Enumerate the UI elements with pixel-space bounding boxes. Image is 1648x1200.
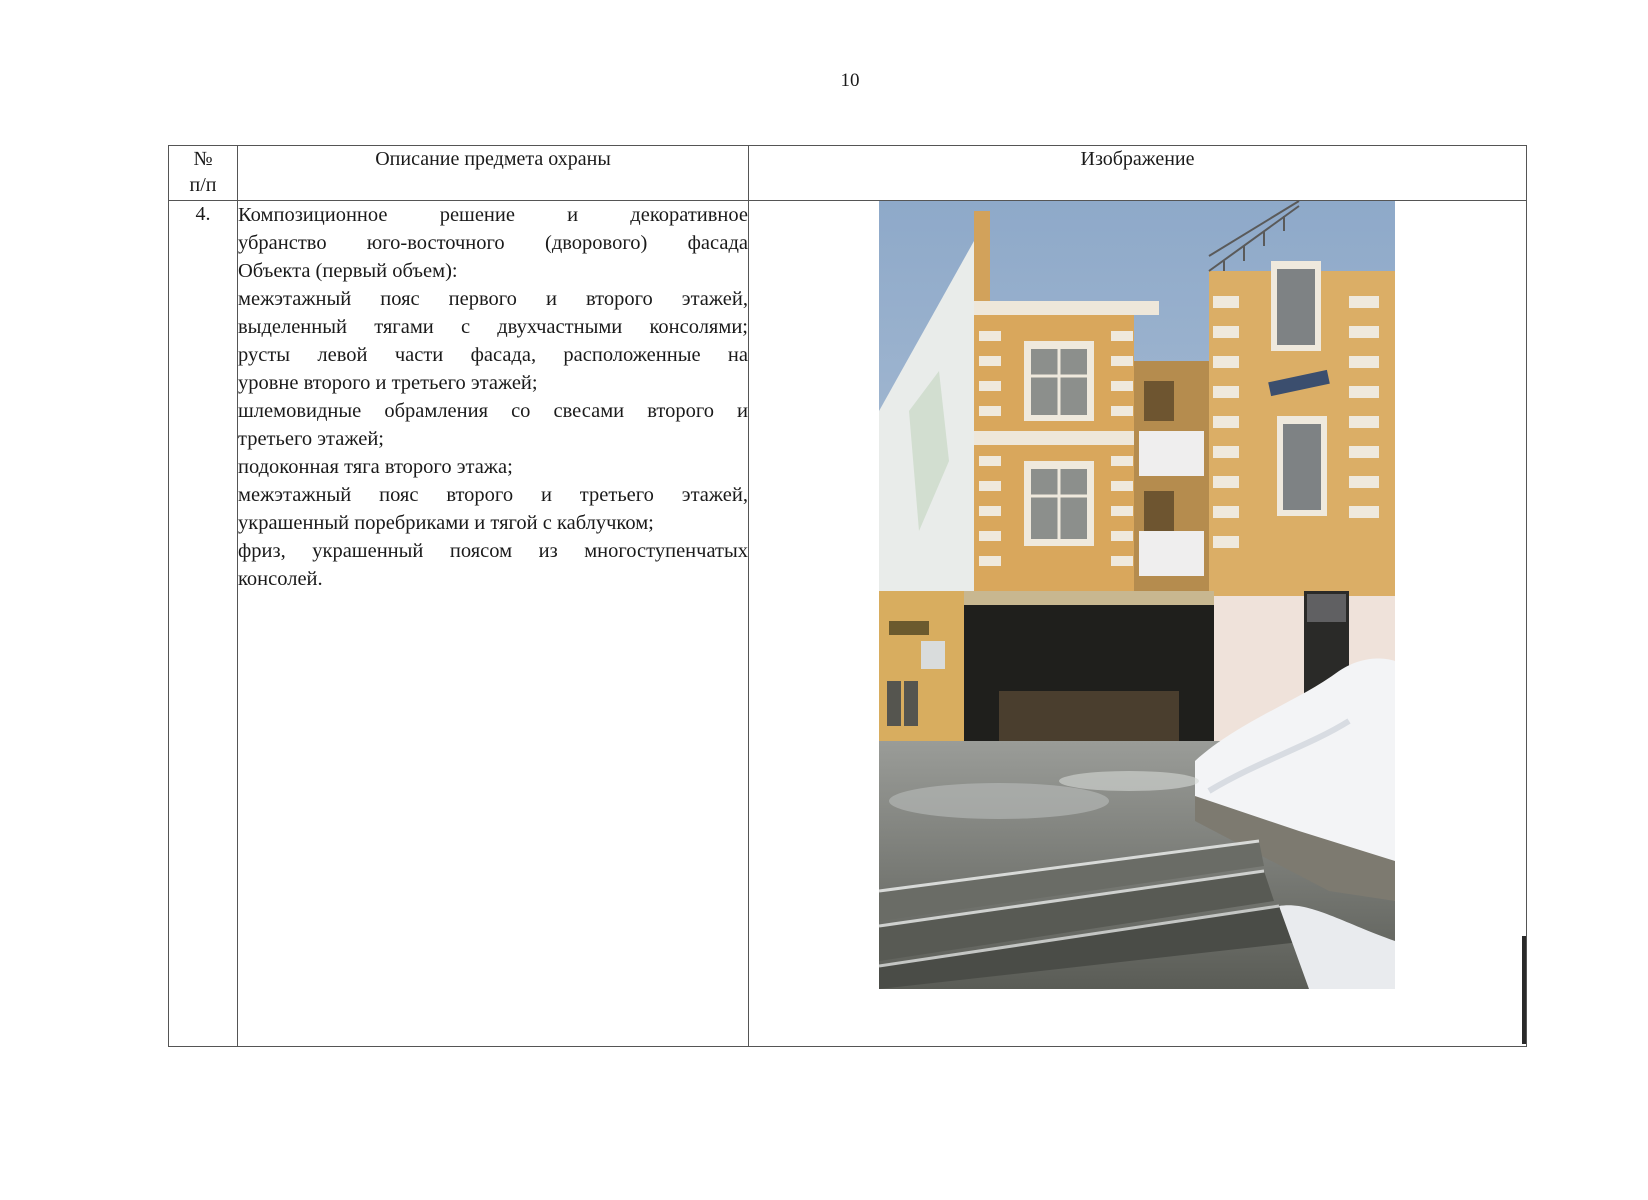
header-number-line1: № (193, 148, 213, 170)
description-line: третьего этажей; (238, 428, 385, 450)
protection-subject-table (168, 145, 1527, 1047)
description-line: убранство юго-восточного (дворового) фасада (238, 232, 748, 254)
header-number (169, 146, 238, 201)
description-line: уровне второго и третьего этажей; (238, 372, 538, 394)
header-number-line2: п/п (189, 174, 217, 196)
table-row (169, 201, 1527, 1047)
description-line: шлемовидные обрамления со свесами второго и (238, 400, 748, 422)
description-line: русты левой части фасада, расположенные на (238, 344, 748, 366)
description-line: выделенный тягами с двухчастными консолями; (238, 316, 748, 338)
row-number: 4. (169, 201, 238, 1047)
description-line: межэтажный пояс второго и третьего этажей, (238, 484, 748, 506)
header-image: Изображение (749, 146, 1527, 201)
description-line: межэтажный пояс первого и второго этажей, (238, 288, 748, 310)
row-image-cell (749, 201, 1527, 1047)
description-line: подоконная тяга второго этажа; (238, 456, 513, 478)
description-line: Композиционное решение и декоративное (238, 204, 748, 226)
description-line: Объекта (первый объем): (238, 260, 458, 282)
row-description (238, 201, 749, 1047)
header-description: Описание предмета охраны (238, 146, 749, 201)
table-header-row (169, 146, 1527, 201)
description-line: украшенный поребриками и тягой с каблучком; (238, 512, 654, 534)
description-line: консолей. (238, 568, 323, 590)
scan-edge-mark (1522, 936, 1526, 1044)
description-line: фриз, украшенный поясом из многоступенчатых (238, 540, 748, 562)
building-facade-photo (879, 201, 1395, 989)
page-number: 10 (840, 70, 860, 91)
